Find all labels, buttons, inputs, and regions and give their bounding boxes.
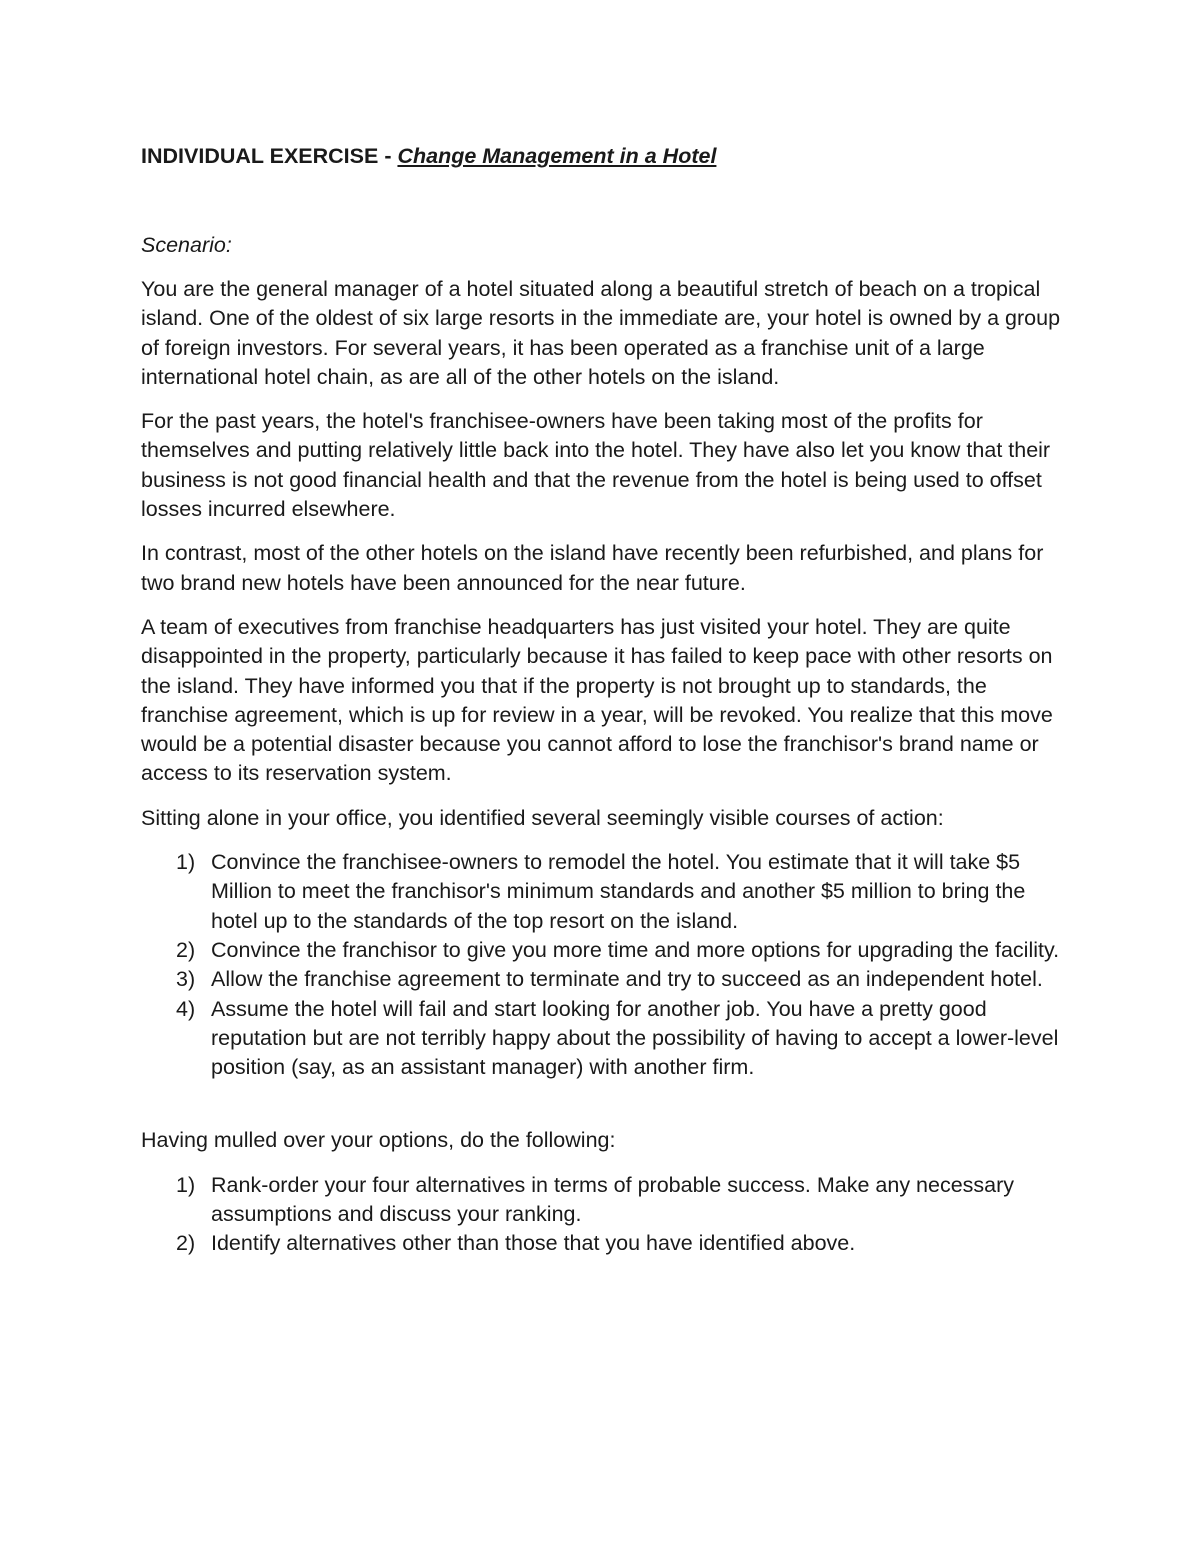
paragraph-contrast: In contrast, most of the other hotels on the island have recently been refurbished, and plans for two brand new hotels have been announced for the near future. [141,541,1044,595]
list-item [141,965,1066,994]
paragraph-options-intro: Sitting alone in your office, you identified several seemingly visible courses of action: [141,805,944,830]
tasks-list [141,1171,1066,1259]
document-body [141,275,1066,1274]
list-item [141,995,1066,1083]
scenario-label: Scenario: [141,233,232,257]
list-text: Convince the franchisor to give you more time and more options for upgrading the facility. [211,937,1060,962]
list-number: 3) [176,967,196,992]
title-subtitle: Change Management in a Hotel [397,144,717,168]
list-text: Assume the hotel will fail and start looking for another job. You have a pretty good reputation but are not terribly happy about the possibility of having to accept a lower-level position (say, as an assistant manager) with another firm. [211,996,1059,1080]
title-main: INDIVIDUAL EXERCISE - [141,144,398,168]
list-item [141,936,1066,965]
list-text: Rank-order your four alternatives in terms of probable success. Make any necessary assumptions and discuss your ranking. [211,1172,1015,1227]
list-number: 1) [176,850,196,875]
document-title [141,142,1066,171]
list-number: 2) [176,937,196,962]
paragraph-owners: For the past years, the hotel's franchisee-owners have been taking most of the profits for themselves and putting relatively little back into the hotel. They have also let you know that their business is not good financial health and that the revenue from the hotel is being used to offset losses incurred elsewhere. [141,409,1051,522]
document-page [141,142,1066,1256]
list-item [141,1171,1066,1230]
list-text: Allow the franchise agreement to terminate and try to succeed as an independent hotel. [211,967,1043,992]
paragraph-executives: A team of executives from franchise headquarters has just visited your hotel. They are quite disappointed in the property, particularly because it has failed to keep pace with other resorts on the island. They have informed you that if the property is not brought up to standards, the franchise agreement, which is up for review in a year, will be revoked. You realize that this move would be a potential disaster because you cannot afford to lose the franchisor's brand name or access to its reservation system. [141,614,1053,786]
paragraph-intro: You are the general manager of a hotel situated along a beautiful stretch of beach on a tropical island. One of the oldest of six large resorts in the immediate are, your hotel is owned by a group of foreign investors. For several years, it has been operated as a franchise unit of a large international hotel chain, as are all of the other hotels on the island. [141,277,1061,389]
blank-line [141,1097,1066,1126]
paragraph-tasks-intro: Having mulled over your options, do the following: [141,1128,616,1153]
list-text: Identify alternatives other than those that you have identified above. [211,1231,856,1256]
list-item [141,848,1066,936]
list-text: Convince the franchisee-owners to remodel the hotel. You estimate that it will take $5 Million to meet the franchisor's minimum standards and another $5 million to bring the hotel up to the standards of the top resort on the island. [211,850,1026,933]
list-number: 1) [176,1172,196,1197]
list-number: 2) [176,1231,196,1256]
list-item [141,1229,1066,1258]
options-list [141,848,1066,1082]
list-number: 4) [176,996,196,1021]
